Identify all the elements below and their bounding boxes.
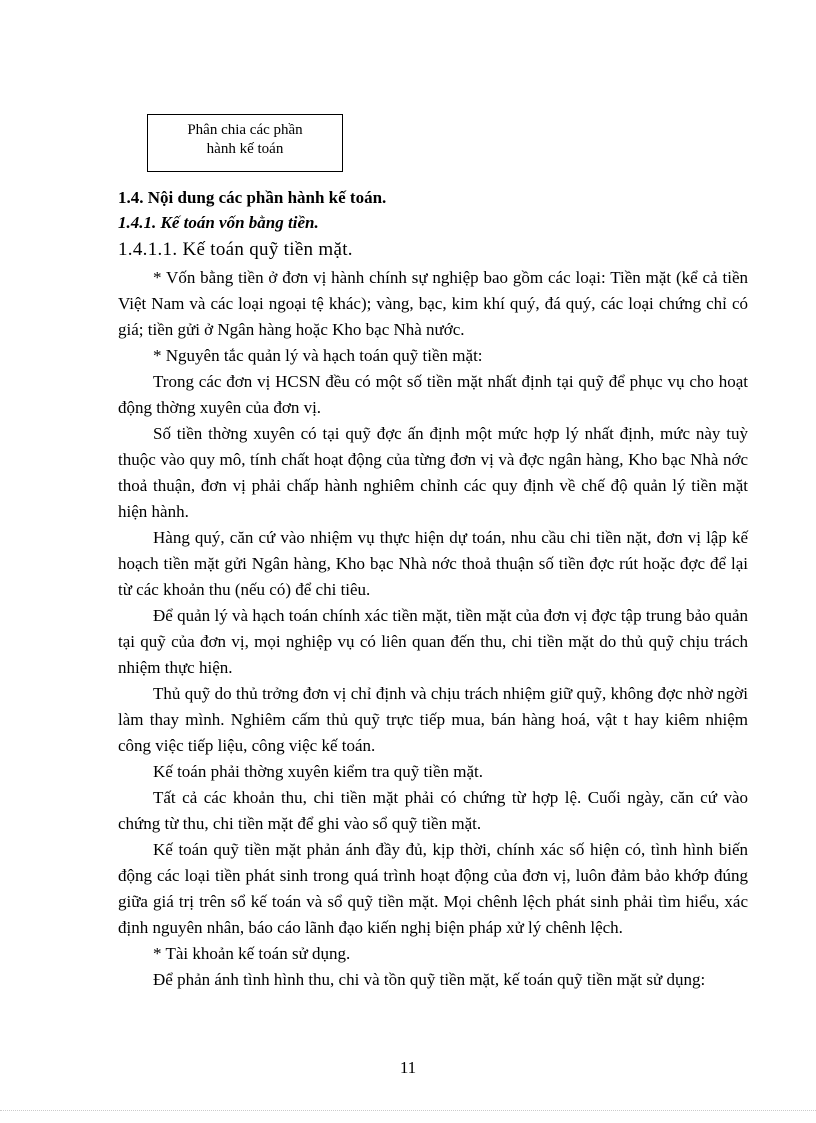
paragraph: * Tài khoản kế toán sử dụng. <box>153 944 351 963</box>
paragraph: Kế toán phải thờng xuyên kiểm tra quỹ tiền mặt. <box>153 762 484 781</box>
paragraph: * Vốn bằng tiền ở đơn vị hành chính sự nghiệp bao gồm các loại: Tiền mặt (kể cả tiền Việt Nam và các loại ngoại tệ khác); vàng, bạc, kim khí quý, đá quý, các loại chứng chỉ có giá; tiền gửi ở Ngân hàng hoặc Kho bạc Nhà nước. <box>118 268 748 339</box>
paragraph: Kế toán quỹ tiền mặt phản ánh đầy đủ, kịp thời, chính xác số hiện có, tình hình biến động các loại tiền phát sinh trong quá trình hoạt động của đơn vị, luôn đảm bảo khớp đúng giữa giá trị trên sổ kế toán và sổ quỹ tiền mặt. Mọi chênh lệch phát sinh phải tìm hiểu, xác định nguyên nhân, báo cáo lãnh đạo kiến nghị biện pháp xử lý chênh lệch. <box>118 840 748 937</box>
paragraph: Trong các đơn vị HCSN đều có một số tiền mặt nhất định tại quỹ để phục vụ cho hoạt động thờng xuyên của đơn vị. <box>118 372 748 417</box>
document-body <box>118 186 748 993</box>
paragraph: Số tiền thờng xuyên có tại quỹ đợc ấn định một mức hợp lý nhất định, mức này tuỳ thuộc vào quy mô, tính chất hoạt động của từng đơn vị và đợc ngân hàng, Kho bạc Nhà nớc thoả thuận, đơn vị phải chấp hành nghiêm chỉnh các quy định về chế độ quản lý tiền mặt hiện hành. <box>118 424 748 521</box>
page-number: 11 <box>399 1058 417 1077</box>
paragraph: * Nguyên tắc quản lý và hạch toán quỹ tiền mặt: <box>153 346 483 365</box>
section-label-box <box>147 114 343 172</box>
paragraph: Để quản lý và hạch toán chính xác tiền mặt, tiền mặt của đơn vị đợc tập trung bảo quản tại quỹ của đơn vị, mọi nghiệp vụ có liên quan đến thu, chi tiền mặt do thủ quỹ chịu trách nhiệm thực hiện. <box>118 606 748 677</box>
heading-level-3: 1.4.1.1. Kế toán quỹ tiền mặt. <box>118 239 353 260</box>
paragraph: Hàng quý, căn cứ vào nhiệm vụ thực hiện dự toán, nhu cầu chi tiền nặt, đơn vị lập kế hoạch tiền mặt gửi Ngân hàng, Kho bạc Nhà nớc thoả thuận số tiền đợc rút hoặc đợc để lại từ các khoản thu (nếu có) để chi tiêu. <box>118 528 748 599</box>
heading-level-2: 1.4.1. Kế toán vốn bằng tiền. <box>118 213 319 232</box>
footer-divider <box>0 1110 816 1111</box>
box-line-2: hành kế toán <box>206 141 284 157</box>
paragraph: Tất cả các khoản thu, chi tiền mặt phải có chứng từ hợp lệ. Cuối ngày, căn cứ vào chứng từ thu, chi tiền mặt để ghi vào sổ quỹ tiền mặt. <box>118 788 748 833</box>
paragraph: Thủ quỹ do thủ trởng đơn vị chỉ định và chịu trách nhiệm giữ quỹ, không đợc nhờ ngời làm thay mình. Nghiêm cấm thủ quỹ trực tiếp mua, bán hàng hoá, vật t hay kiêm nhiệm công việc tiếp liệu, công việc kế toán. <box>118 684 748 755</box>
paragraph: Để phản ánh tình hình thu, chi và tồn quỹ tiền mặt, kế toán quỹ tiền mặt sử dụng: <box>153 970 706 989</box>
box-line-1: Phân chia các phần <box>187 122 303 138</box>
heading-level-1: 1.4. Nội dung các phần hành kế toán. <box>118 188 387 207</box>
